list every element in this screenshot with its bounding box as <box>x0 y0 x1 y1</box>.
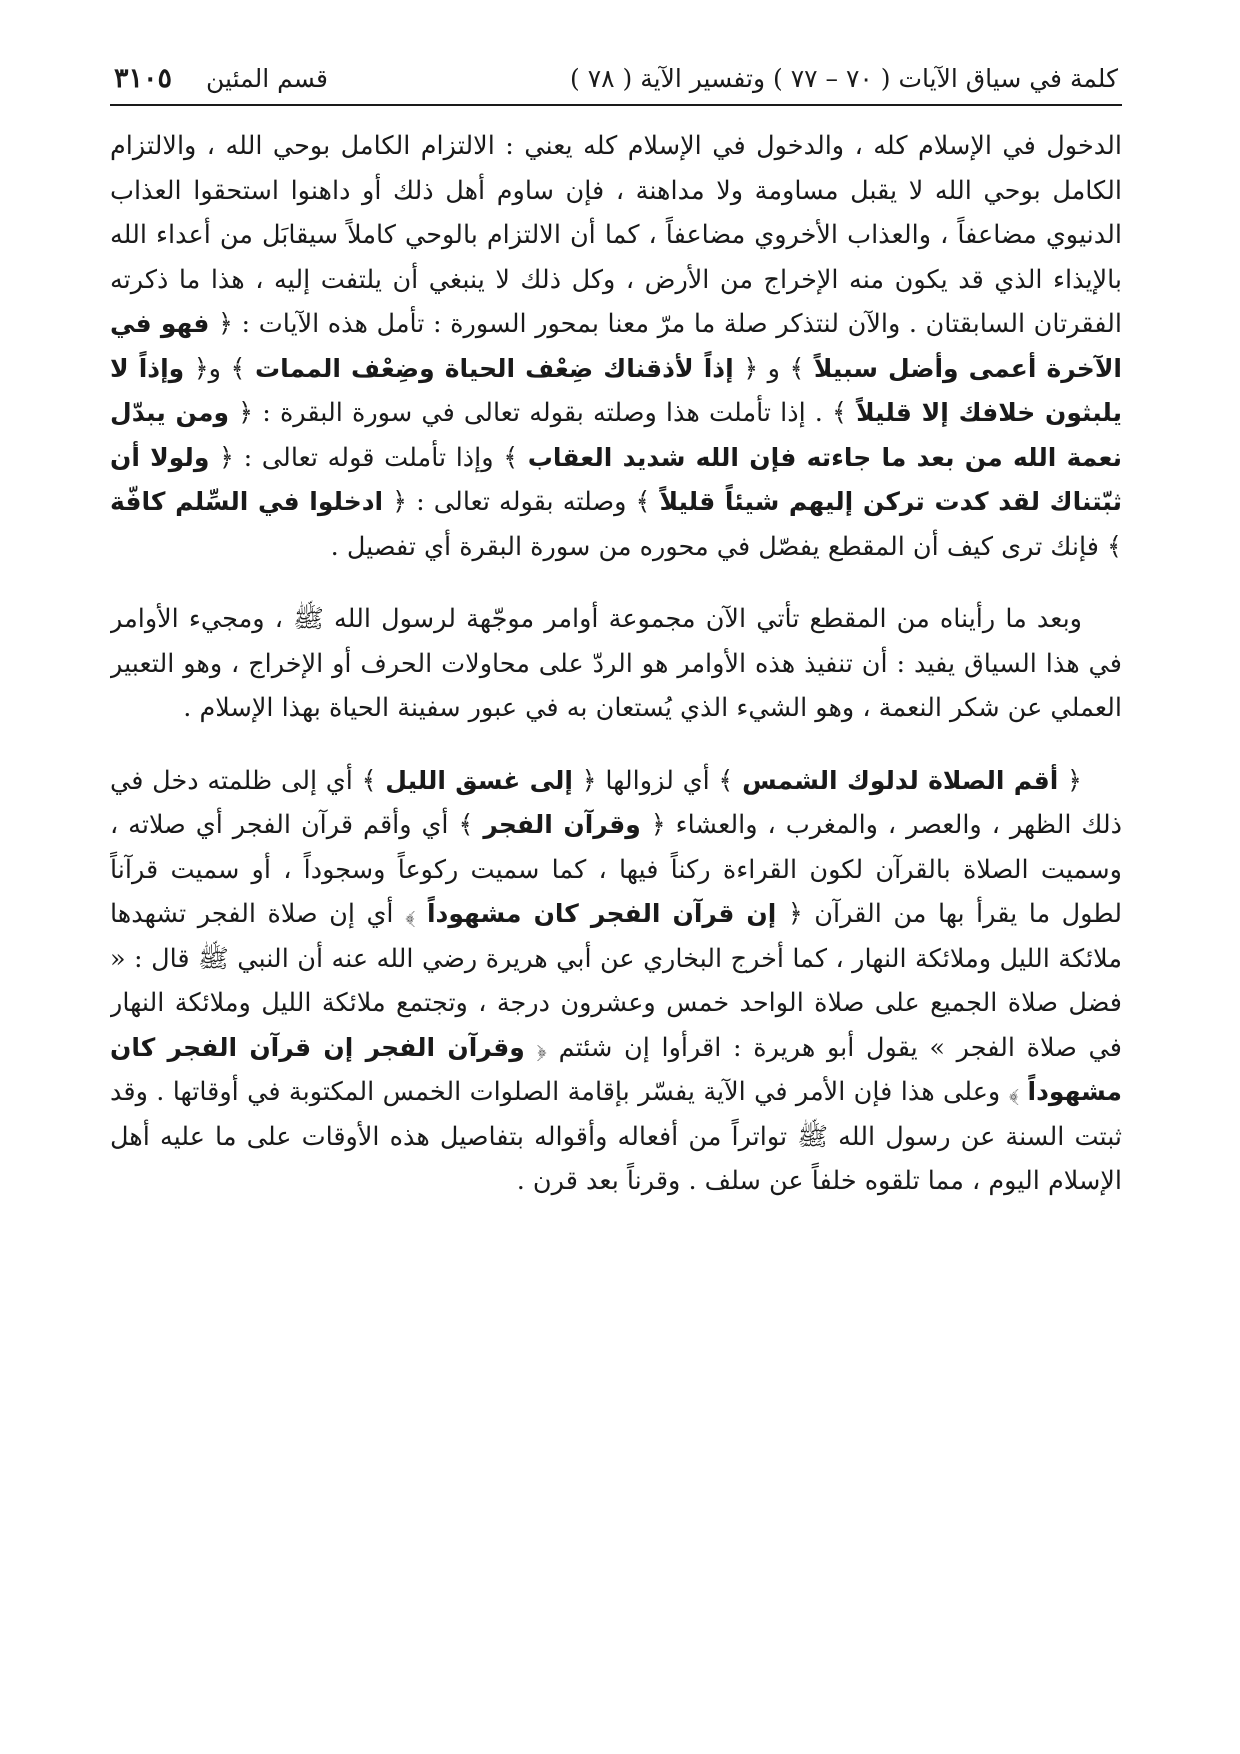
paragraph-2 <box>110 597 1122 731</box>
text-segment: ﴾ و﴿ <box>184 353 255 384</box>
text-segment: الدخول في الإسلام كله ، والدخول في الإسلام كله يعني : الالتزام الكامل بوحي الله ، والالتزام الكامل بوحي الله لا يقبل مساومة ولا مداهنة ، فإن ساوم أهل ذلك أو داهنوا استحقوا العذاب الدنيوي مضاعفاً ، والعذاب الأخروي مضاعفاً ، كما أن الالتزام بالوحي كاملاً سيقابَل من أعداء الله بالإيذاء الذي قد يكون منه الإخراج من الأرض ، وكل ذلك لا ينبغي أن يلتفت إليه ، هذا ما ذكرته الفقرتان السابقتان . والآن لنتذكر صلة ما مرّ معنا بمحور السورة : تأمل هذه الآيات : ﴿ <box>110 131 1122 339</box>
text-segment: ﴾ وعلى هذا فإن الأمر في الآية يفسّر بإقامة الصلوات الخمس المكتوبة في أوقاتها . وقد ثبتت السنة عن رسول الله ﷺ تواتراً من أفعاله وأقواله بتفاصيل هذه الأوقات على ما عليه أهل الإسلام اليوم ، مما تلقوه خلفاً عن سلف . وقرناً بعد قرن . <box>110 1077 1122 1196</box>
verse-quote: وإذاً لا يلبثون خلافك إلا قليلاً <box>110 353 1122 427</box>
page-header <box>110 62 1122 106</box>
text-segment: ﴾ أي لزوالها ﴿ <box>572 765 743 796</box>
verse-quote: وقرآن الفجر <box>483 810 641 839</box>
verse-quote: ادخلوا في السِّلم كافّة <box>110 487 384 516</box>
text-segment: ﴾ أي إلى ظلمته دخل في ذلك الظهر ، والعصر ، والمغرب ، والعشاء ﴿ <box>110 765 1122 840</box>
verse-quote: ومن يبدّل نعمة الله من بعد ما جاءته فإن الله شديد العقاب <box>110 398 1122 472</box>
verse-quote: فهو في الآخرة أعمى وأضل سبيلاً <box>110 309 1122 383</box>
section-name: قسم المئين <box>206 64 328 93</box>
text-segment: ﴾ أي وأقم قرآن الفجر أي صلاته ، وسميت الصلاة بالقرآن لكون القراءة ركناً فيها ، كما سميت ركوعاً وسجوداً ، أو سميت قرآناً لطول ما يقرأ بها من القرآن ﴿ <box>110 810 1122 929</box>
text-segment: ﴾ أي إن صلاة الفجر تشهدها ملائكة الليل وملائكة النهار ، كما أخرج البخاري عن أبي هريرة رضي الله عنه أن النبي ﷺ قال : « فضل صلاة الجميع على صلاة الواحد خمس وعشرون درجة ، وتجتمع ملائكة الليل وملائكة النهار في صلاة الفجر » يقول أبو هريرة : اقرأوا إن شئتم ﴿ <box>110 899 1122 1063</box>
text-segment: ﴾ فإنك ترى كيف أن المقطع يفصّل في محوره من سورة البقرة أي تفصيل . <box>330 531 1122 562</box>
running-title: كلمة في سياق الآيات ( ٧٠ – ٧٧ ) وتفسير الآية ( ٧٨ ) <box>570 64 1118 93</box>
verse-quote: إذاً لأذقناك ضِعْف الحياة وضِعْف الممات <box>254 353 734 383</box>
text-segment: ﴾ و ﴿ <box>733 353 814 384</box>
page-number: ٣١٠٥ <box>114 63 173 94</box>
verse-quote: ولولا أن ثبّتناك لقد كدت تركن إليهم شيئاً قليلاً <box>110 442 1122 516</box>
verse-quote: إن قرآن الفجر كان مشهوداً <box>426 899 777 928</box>
header-left-group <box>114 62 328 96</box>
paragraph-3 <box>110 759 1122 1204</box>
verse-quote: إلى غسق الليل <box>385 765 573 795</box>
text-segment: وبعد ما رأيناه من المقطع تأتي الآن مجموعة أوامر موجّهة لرسول الله ﷺ ، ومجيء الأوامر في هذا السياق يفيد : أن تنفيذ هذه الأوامر هو الردّ على محاولات الحرف أو الإخراج ، وهو التعبير العملي عن شكر النعمة ، وهو الشيء الذي يُستعان به في عبور سفينة الحياة بهذا الإسلام . <box>110 604 1122 723</box>
verse-quote: أقم الصلاة لدلوك الشمس <box>742 765 1059 795</box>
paragraph-1 <box>110 124 1122 569</box>
document-page <box>110 62 1122 1722</box>
text-segment: ﴾ . إذا تأملت هذا وصلته بقوله تعالى في سورة البقرة : ﴿ <box>228 398 857 428</box>
text-segment: ﴾ وصلته بقوله تعالى : ﴿ <box>383 487 660 517</box>
body-text <box>110 124 1122 1204</box>
text-segment: ﴾ وإذا تأملت قوله تعالى : ﴿ <box>209 442 528 473</box>
verse-quote: وقرآن الفجر إن قرآن الفجر كان مشهوداً <box>110 1032 1122 1106</box>
text-segment: ﴿ <box>1058 765 1082 796</box>
